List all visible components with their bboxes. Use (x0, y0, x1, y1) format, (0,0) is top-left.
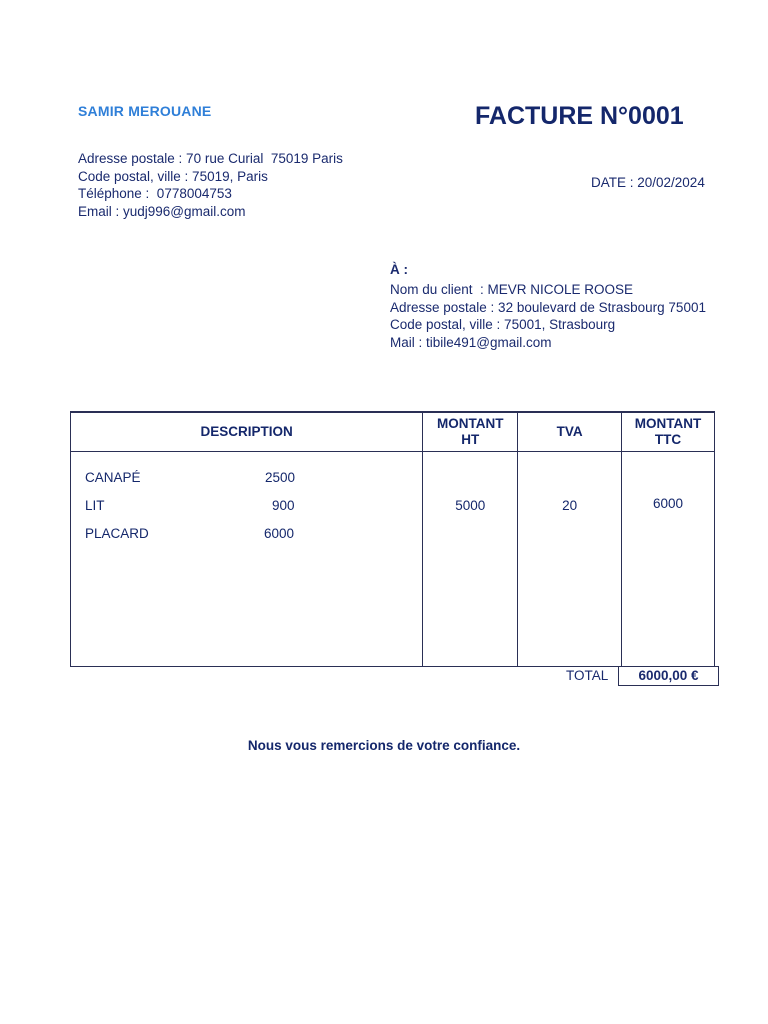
sender-address-line: Adresse postale : 70 rue Curial 75019 Paris (78, 151, 343, 166)
description-cell (71, 452, 423, 667)
invoice-title: FACTURE N°0001 (475, 102, 684, 130)
item-amount: 6000 (264, 526, 295, 541)
client-name-line: Nom du client : MEVR NICOLE ROOSE (390, 282, 634, 297)
header-montant-ht-line2: HT (461, 432, 480, 447)
client-postal-line: Code postal, ville : 75001, Strasbourg (390, 317, 616, 332)
item-amount: 2500 (265, 470, 296, 485)
montant-ttc-cell (622, 452, 715, 667)
header-tva: TVA (518, 412, 622, 452)
item-amount: 900 (272, 498, 295, 513)
sender-address-block (78, 150, 343, 220)
sender-email-line: Email : yudj996@gmail.com (78, 203, 246, 219)
sender-postal-line: Code postal, ville : 75019, Paris (78, 168, 268, 184)
header-description: DESCRIPTION (71, 412, 423, 452)
header-montant-ttc-line2: TTC (654, 432, 682, 447)
montant-ttc-value: 6000 (653, 496, 684, 511)
tva-cell (518, 452, 622, 667)
montant-ht-cell (423, 452, 518, 667)
item-name: CANAPÉ (85, 470, 141, 485)
client-address-line: Adresse postale : 32 boulevard de Strasbourg 75001 (390, 299, 706, 315)
sender-phone-line: Téléphone : 0778004753 (78, 186, 232, 201)
total-label: TOTAL (566, 668, 609, 683)
tva-value: 20 (562, 498, 578, 513)
sender-name: SAMIR MEROUANE (78, 103, 212, 119)
item-name: LIT (85, 498, 105, 513)
header-montant-ttc-line1: MONTANT (634, 416, 702, 431)
table-header-row (71, 412, 715, 452)
header-montant-ht (423, 412, 518, 452)
invoice-table (70, 411, 715, 667)
header-montant-ttc (622, 412, 715, 452)
montant-ht-value: 5000 (455, 498, 486, 513)
table-body-row (71, 452, 715, 667)
header-montant-ht-line1: MONTANT (437, 416, 504, 431)
thank-you-message: Nous vous remercions de votre confiance. (247, 738, 521, 753)
item-name: PLACARD (85, 526, 149, 541)
client-email-line: Mail : tibile491@gmail.com (390, 334, 552, 350)
recipient-label: À : (390, 262, 408, 277)
invoice-date: DATE : 20/02/2024 (591, 175, 705, 190)
total-value: 6000,00 € (618, 666, 719, 686)
client-address-block (390, 281, 706, 351)
